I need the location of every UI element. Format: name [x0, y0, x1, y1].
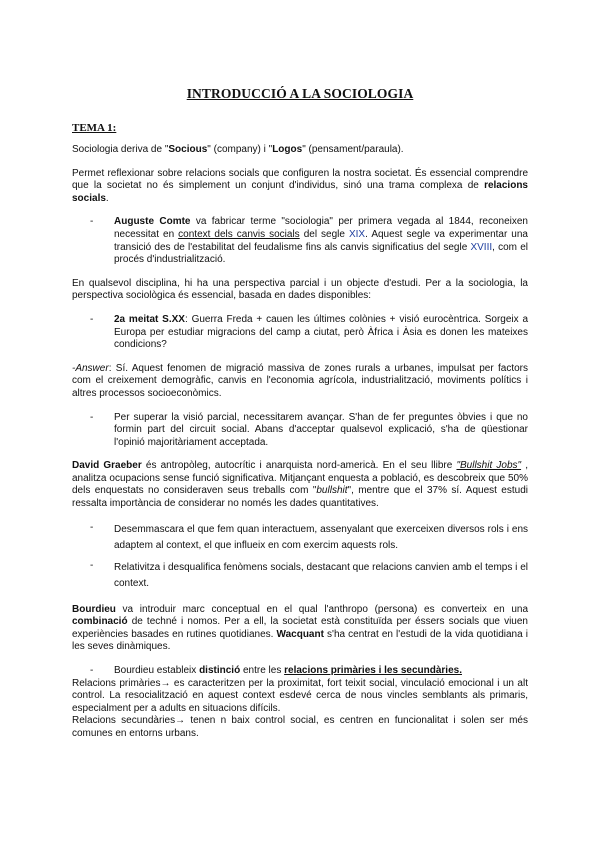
paragraph-answer: -Answer: Sí. Aquest fenomen de migració massiva de zones rurals a urbanes, impulsat per factors com el creixement demogràfic, canvis en l'economia agrícola, industrialització, moviments polítics i altres processos socioeconòmics. — [72, 362, 528, 399]
bullet-dash: - — [90, 216, 94, 228]
bullet-dash: - — [90, 521, 94, 533]
paragraph-bourdieu: Bourdieu va introduir marc conceptual en el qual l'anthropo (persona) es converteix en una combinació de techné i nomos. Per a ell, la societat està constituïda per éssers socials que viuen experiències basades en rutines quotidianes. Wacquant s'ha centrat en l'estudi de la vida quotidiana i les seves dinàmiques. — [72, 603, 528, 653]
paragraph-secondary-relations: Relacions secundàries→ tenen n baix control social, es centren en funcionalitat i solen ser més comunes en entorns urbans. — [72, 715, 528, 739]
document-title: INTRODUCCIÓ A LA SOCIOLOGIA — [186, 86, 414, 101]
bullet-dash: - — [90, 665, 94, 677]
paragraph-primary-relations: Relacions primàries→ es caracteritzen per la proximitat, fort teixit social, vinculació emocional i un alt control. La resocialització en aquest context esdevé cerca de nous vincles semblants als primaris, especialment per a adults en situacions difícils. — [72, 677, 528, 714]
paragraph-social-relations: Permet reflexionar sobre relacions socials que configuren la nostra societat. És essencial comprendre que la societat no és simplement un conjunt d'individus, sinó una trama complexa de relacions socials. — [72, 167, 528, 204]
paragraph-etymology: Sociologia deriva de "Socious" (company) i "Logos" (pensament/paraula). — [72, 144, 404, 155]
paragraph-perspective: En qualsevol disciplina, hi ha una perspectiva parcial i un objecte d'estudi. Per a la sociologia, la perspectiva sociològica és essencial, basada en dades disponibles: — [72, 277, 528, 302]
bullet-dash: - — [90, 411, 94, 423]
bullet-dash: - — [90, 313, 94, 325]
list-item-partial-view: - Per superar la visió parcial, necessitarem avançar. S'han de fer preguntes òbvies i que no formin part del circuit social. Abans d'acceptar qualsevol explicació, s'ha de qüestionar l'opinió majoritàriament acceptada. — [90, 411, 528, 448]
list-item-comte: - Auguste Comte va fabricar terme "sociologia" per primera vegada al 1844, reconeixen necessitat en context dels canvis socials del segle XIX. Aquest segle va experimentar una transició des de l'estabilitat del feudalisme fins als canvis significatius del segle XVIII, com el procés d'industrialització. — [90, 216, 528, 266]
bullet-dash: - — [90, 559, 94, 571]
paragraph-graeber: David Graeber és antropòleg, autocrític i anarquista nord-americà. En el seu llibre "Bullshit Jobs" , analitza ocupacions sense funció significativa. Mitjançant enquesta a població, es descobreix que 50% dels enquestats no consideraven seus treballs com "bullshit", mentre que el 37% sí. Aquest estudi ressalta importància de considerar no només les dades quantitatives. — [72, 460, 528, 510]
section-heading-tema-1: TEMA 1: — [72, 122, 117, 134]
list-item-distinction: - Bourdieu estableix distinció entre les relacions primàries i les secundàries. — [90, 665, 462, 677]
list-item-relativize: - Relativitza i desqualifica fenòmens socials, destacant que relacions canvien amb el temps i el context. — [90, 560, 528, 593]
list-item-second-half-20th: - 2a meitat S.XX: Guerra Freda + cauen les últimes colònies + visió eurocèntrica. Sorgeix a Europa per estudiar migracions del camp a ciutat, però Àfrica i Àsia es donen les mateixes condicions? — [90, 313, 529, 351]
list-item-unmask: - Desemmascara el que fem quan interactuem, assenyalant que exerceixen diversos rols i ens adaptem al context, el que influeix en com exercim aquests rols. — [90, 522, 528, 555]
